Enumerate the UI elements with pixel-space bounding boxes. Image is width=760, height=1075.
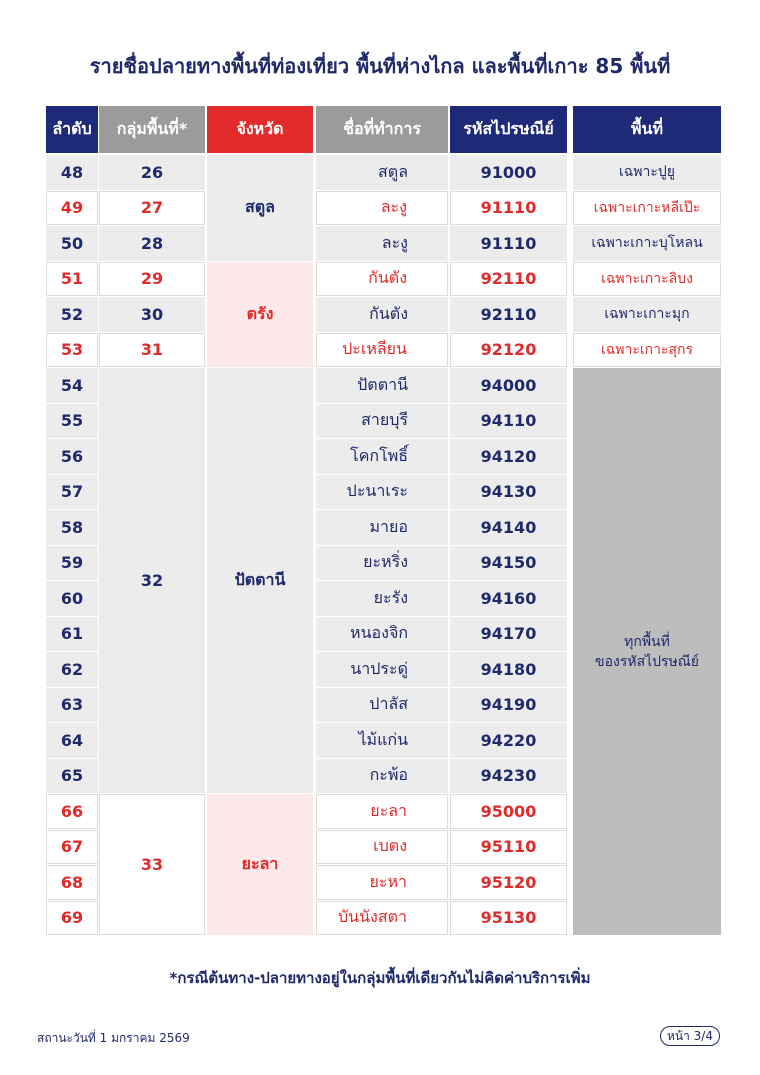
office-cell: ปะนาเระ bbox=[316, 475, 448, 510]
page-title: รายชื่อปลายทางพื้นที่ท่องเที่ยว พื้นที่ห่างไกล และพื้นที่เกาะ 85 พื้นที่ bbox=[89, 54, 671, 78]
header-zip: รหัสไปรษณีย์ bbox=[450, 106, 567, 153]
office-cell: ปาลัส bbox=[316, 688, 448, 723]
seq-cell: 51 bbox=[46, 262, 98, 297]
zip-cell: 95130 bbox=[450, 901, 567, 936]
zip-cell: 94220 bbox=[450, 723, 567, 758]
group-cell: 32 bbox=[99, 368, 205, 793]
zip-cell: 94130 bbox=[450, 475, 567, 510]
zip-cell: 94120 bbox=[450, 439, 567, 474]
zip-cell: 94150 bbox=[450, 546, 567, 581]
zip-cell: 94230 bbox=[450, 759, 567, 794]
zip-cell: 95000 bbox=[450, 794, 567, 829]
office-cell: นาประดู่ bbox=[316, 652, 448, 687]
zip-cell: 92110 bbox=[450, 262, 567, 297]
office-cell: กะพ้อ bbox=[316, 759, 448, 794]
seq-cell: 52 bbox=[46, 297, 98, 332]
zip-cell: 94140 bbox=[450, 510, 567, 545]
office-cell: บันนังสตา bbox=[316, 901, 448, 936]
footnote: *กรณีต้นทาง-ปลายทางอยู่ในกลุ่มพื้นที่เดียวกันไม่คิดค่าบริการเพิ่ม bbox=[169, 969, 591, 987]
header-group: กลุ่มพื้นที่* bbox=[99, 106, 205, 153]
province-cell: ปัตตานี bbox=[207, 368, 313, 793]
seq-cell: 62 bbox=[46, 652, 98, 687]
status-date: สถานะวันที่ 1 มกราคม 2569 bbox=[37, 1031, 190, 1045]
seq-cell: 50 bbox=[46, 226, 98, 261]
seq-cell: 56 bbox=[46, 439, 98, 474]
area-cell: เฉพาะเกาะหลีเป๊ะ bbox=[573, 191, 721, 226]
office-cell: เบตง bbox=[316, 830, 448, 865]
group-cell: 26 bbox=[99, 155, 205, 190]
group-cell: 31 bbox=[99, 333, 205, 368]
office-cell: ยะหริ่ง bbox=[316, 546, 448, 581]
group-cell: 27 bbox=[99, 191, 205, 226]
area-all-line2: ของรหัสไปรษณีย์ bbox=[595, 653, 699, 670]
zip-cell: 91000 bbox=[450, 155, 567, 190]
seq-cell: 60 bbox=[46, 581, 98, 616]
zip-cell: 94110 bbox=[450, 404, 567, 439]
province-cell: ตรัง bbox=[207, 262, 313, 368]
seq-cell: 69 bbox=[46, 901, 98, 936]
seq-cell: 64 bbox=[46, 723, 98, 758]
seq-cell: 66 bbox=[46, 794, 98, 829]
area-cell: เฉพาะเกาะมุก bbox=[573, 297, 721, 332]
office-cell: โคกโพธิ์ bbox=[316, 439, 448, 474]
group-cell: 30 bbox=[99, 297, 205, 332]
zip-cell: 91110 bbox=[450, 226, 567, 261]
area-cell: เฉพาะเกาะลิบง bbox=[573, 262, 721, 297]
seq-cell: 58 bbox=[46, 510, 98, 545]
group-cell: 33 bbox=[99, 794, 205, 935]
seq-cell: 53 bbox=[46, 333, 98, 368]
seq-cell: 54 bbox=[46, 368, 98, 403]
area-cell: เฉพาะเกาะสุกร bbox=[573, 333, 721, 368]
area-cell-all bbox=[573, 368, 721, 935]
zip-cell: 94160 bbox=[450, 581, 567, 616]
office-cell: สายบุรี bbox=[316, 404, 448, 439]
area-cell: เฉพาะเกาะบุโหลน bbox=[573, 226, 721, 261]
header-province: จังหวัด bbox=[207, 106, 313, 153]
seq-cell: 61 bbox=[46, 617, 98, 652]
page-number-badge: หน้า 3/4 bbox=[660, 1026, 720, 1046]
zip-cell: 94180 bbox=[450, 652, 567, 687]
header-seq: ลำดับ bbox=[46, 106, 98, 153]
header-office: ชื่อที่ทำการ bbox=[316, 106, 448, 153]
zip-cell: 95120 bbox=[450, 865, 567, 900]
zip-cell: 94170 bbox=[450, 617, 567, 652]
zip-cell: 95110 bbox=[450, 830, 567, 865]
group-cell: 28 bbox=[99, 226, 205, 261]
zip-cell: 92110 bbox=[450, 297, 567, 332]
seq-cell: 49 bbox=[46, 191, 98, 226]
office-cell: ละงู bbox=[316, 191, 448, 226]
area-cell: เฉพาะปูยู bbox=[573, 155, 721, 190]
seq-cell: 63 bbox=[46, 688, 98, 723]
office-cell: ปะเหลียน bbox=[316, 333, 448, 368]
zip-cell: 94190 bbox=[450, 688, 567, 723]
area-all-line1: ทุกพื้นที่ bbox=[624, 633, 670, 650]
seq-cell: 55 bbox=[46, 404, 98, 439]
zip-cell: 94000 bbox=[450, 368, 567, 403]
province-cell: สตูล bbox=[207, 155, 313, 261]
seq-cell: 65 bbox=[46, 759, 98, 794]
zip-cell: 92120 bbox=[450, 333, 567, 368]
office-cell: ยะรัง bbox=[316, 581, 448, 616]
province-cell: ยะลา bbox=[207, 794, 313, 935]
seq-cell: 48 bbox=[46, 155, 98, 190]
office-cell: ปัตตานี bbox=[316, 368, 448, 403]
office-cell: ยะลา bbox=[316, 794, 448, 829]
office-cell: หนองจิก bbox=[316, 617, 448, 652]
header-area: พื้นที่ bbox=[573, 106, 721, 153]
office-cell: กันตัง bbox=[316, 262, 448, 297]
zip-cell: 91110 bbox=[450, 191, 567, 226]
seq-cell: 59 bbox=[46, 546, 98, 581]
seq-cell: 68 bbox=[46, 865, 98, 900]
office-cell: กันตัง bbox=[316, 297, 448, 332]
office-cell: สตูล bbox=[316, 155, 448, 190]
group-cell: 29 bbox=[99, 262, 205, 297]
seq-cell: 67 bbox=[46, 830, 98, 865]
office-cell: ยะหา bbox=[316, 865, 448, 900]
office-cell: ไม้แก่น bbox=[316, 723, 448, 758]
office-cell: ละงู bbox=[316, 226, 448, 261]
seq-cell: 57 bbox=[46, 475, 98, 510]
office-cell: มายอ bbox=[316, 510, 448, 545]
